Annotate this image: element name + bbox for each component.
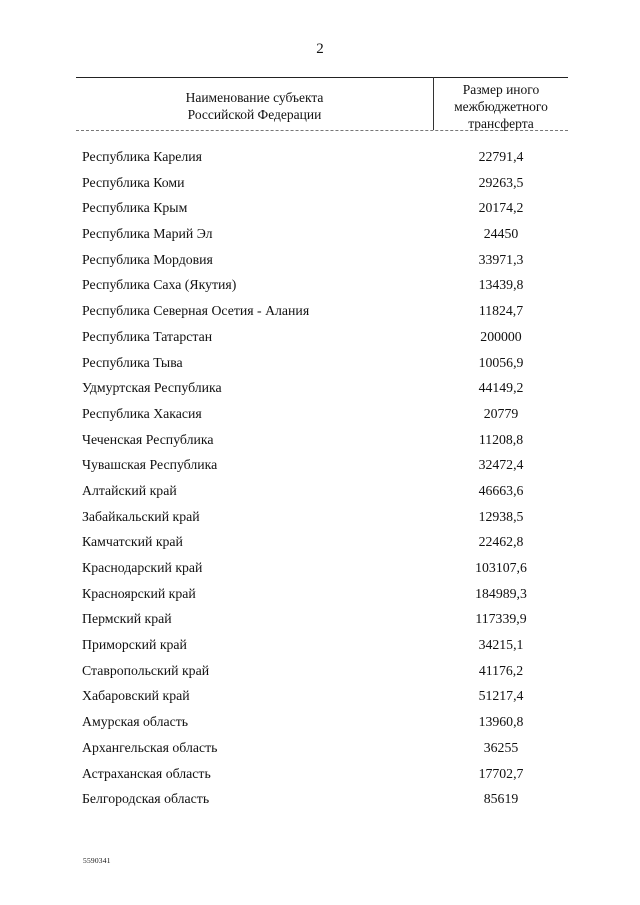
transfer-amount: 200000	[480, 328, 522, 344]
region-name: Чеченская Республика	[82, 431, 214, 447]
transfer-amount: 36255	[483, 739, 519, 755]
region-name: Приморский край	[82, 637, 187, 653]
table-row	[0, 327, 640, 353]
region-name: Архангельская область	[82, 739, 218, 755]
region-name: Республика Хакасия	[82, 405, 202, 421]
transfer-amount: 32472,4	[478, 457, 524, 473]
region-name: Республика Тыва	[82, 354, 183, 370]
table-header-bottom-rule	[76, 130, 568, 131]
transfer-amount: 11208,8	[478, 431, 524, 447]
table-header-top-rule	[76, 77, 568, 78]
table-header-value: Размер иного межбюджетного трансферта	[454, 82, 548, 131]
table-row	[0, 609, 640, 635]
transfer-amount: 29263,5	[478, 174, 524, 190]
table-row	[0, 198, 640, 224]
region-name: Белгородская область	[82, 791, 210, 807]
transfer-amount: 12938,5	[478, 508, 524, 524]
page-number: 2	[316, 41, 324, 57]
transfer-amount: 44149,2	[478, 380, 524, 396]
table-row	[0, 764, 640, 790]
table-row	[0, 584, 640, 610]
transfer-amount: 85619	[483, 791, 519, 807]
region-name: Ставропольский край	[82, 662, 210, 678]
table-body	[0, 147, 640, 815]
table-row	[0, 173, 640, 199]
region-name: Удмуртская Республика	[82, 380, 222, 396]
transfer-amount: 34215,1	[478, 637, 524, 653]
transfer-amount: 17702,7	[478, 765, 524, 781]
region-name: Амурская область	[82, 714, 189, 730]
transfer-amount: 117339,9	[475, 611, 527, 627]
region-name: Республика Карелия	[82, 149, 202, 164]
transfer-amount: 22462,8	[478, 534, 524, 550]
table-row	[0, 275, 640, 301]
transfer-amount: 10056,9	[478, 354, 524, 370]
region-name: Камчатский край	[82, 534, 183, 550]
transfer-amount: 13960,8	[478, 714, 524, 730]
table-row	[0, 455, 640, 481]
table-header-name: Наименование субъекта Российской Федерации	[185, 90, 324, 122]
region-name: Республика Татарстан	[82, 328, 213, 344]
region-name: Республика Коми	[82, 174, 185, 190]
region-name: Астраханская область	[82, 765, 211, 781]
table-row	[0, 558, 640, 584]
region-name: Забайкальский край	[82, 508, 200, 524]
transfer-amount: 13439,8	[478, 277, 524, 293]
table-row	[0, 789, 640, 815]
transfer-amount: 33971,3	[478, 251, 524, 267]
region-name: Пермский край	[82, 611, 172, 627]
transfer-amount: 20779	[483, 405, 519, 421]
region-name: Хабаровский край	[82, 688, 190, 704]
table-row	[0, 250, 640, 276]
table-row	[0, 712, 640, 738]
table-row	[0, 353, 640, 379]
region-name: Республика Мордовия	[82, 251, 213, 267]
table-row	[0, 301, 640, 327]
table-row	[0, 686, 640, 712]
transfer-amount: 46663,6	[478, 482, 524, 498]
table-row	[0, 147, 640, 173]
transfer-amount: 103107,6	[475, 560, 527, 575]
table-row	[0, 532, 640, 558]
region-name: Краснодарский край	[82, 560, 203, 575]
table-row	[0, 507, 640, 533]
table-row	[0, 661, 640, 687]
table-row	[0, 635, 640, 661]
transfer-amount: 11824,7	[478, 303, 524, 319]
region-name: Алтайский край	[82, 482, 177, 498]
transfer-amount: 41176,2	[478, 662, 524, 678]
table-row	[0, 378, 640, 404]
table-row	[0, 738, 640, 764]
table-row	[0, 430, 640, 456]
region-name: Республика Крым	[82, 200, 188, 216]
region-name: Республика Северная Осетия - Алания	[82, 303, 310, 319]
table-row	[0, 404, 640, 430]
transfer-amount: 20174,2	[478, 200, 524, 216]
region-name: Республика Марий Эл	[82, 226, 213, 242]
table-row	[0, 481, 640, 507]
transfer-amount: 24450	[483, 226, 519, 242]
transfer-amount: 51217,4	[478, 688, 524, 704]
region-name: Республика Саха (Якутия)	[82, 277, 237, 293]
region-name: Чувашская Республика	[82, 457, 218, 473]
transfer-amount: 22791,4	[478, 149, 524, 164]
footer-document-code: 5590341	[83, 856, 111, 865]
region-name: Красноярский край	[82, 585, 196, 601]
table-row	[0, 224, 640, 250]
transfer-amount: 184989,3	[475, 585, 527, 601]
